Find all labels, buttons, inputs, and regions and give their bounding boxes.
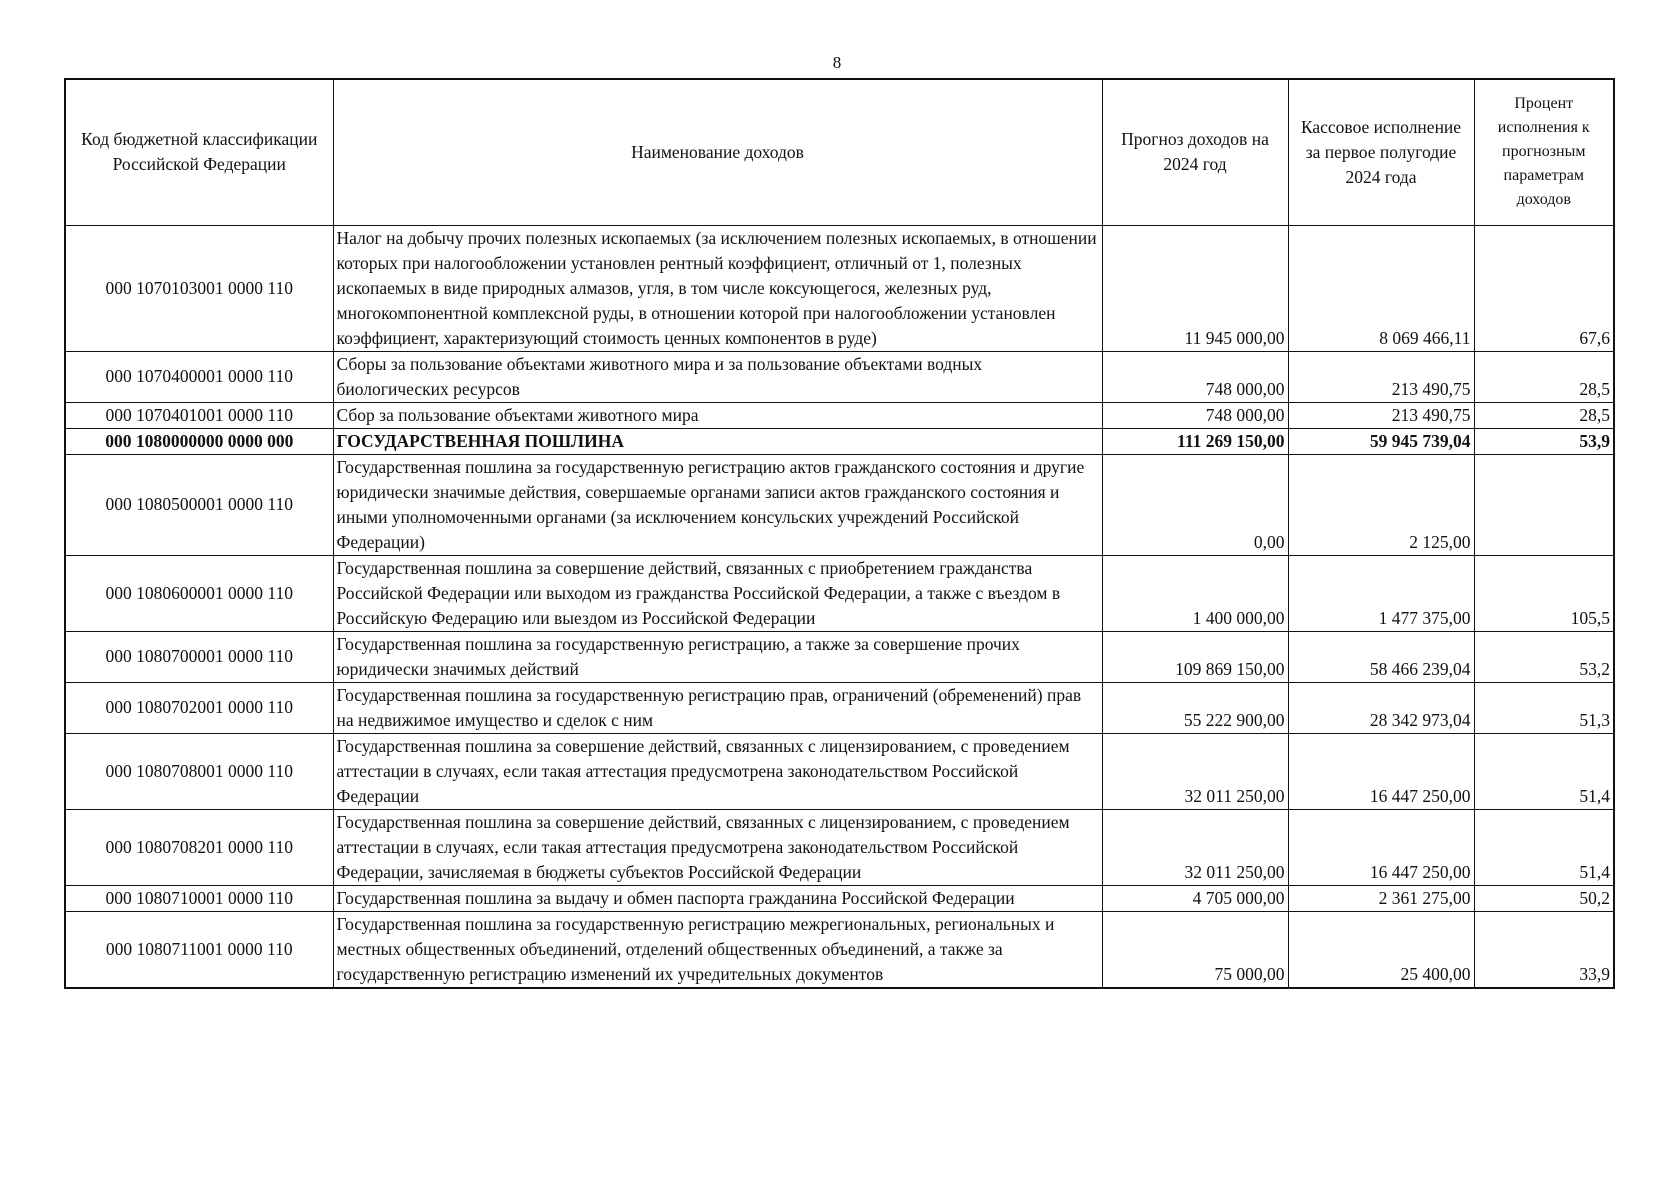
header-percent: Процент исполнения к прогнозным параметрам доходов <box>1474 79 1614 225</box>
cell-execution: 1 477 375,00 <box>1288 555 1474 631</box>
cell-percent: 33,9 <box>1474 911 1614 988</box>
cell-forecast: 748 000,00 <box>1102 402 1288 428</box>
cell-percent: 51,4 <box>1474 809 1614 885</box>
cell-code: 000 1080000000 0000 000 <box>65 428 333 454</box>
cell-name: Государственная пошлина за совершение действий, связанных с лицензированием, с проведением аттестации в случаях, если такая аттестация предусмотрена законодательством Российской Федерации, зачисляемая в бюджеты субъектов Российской Федерации <box>333 809 1102 885</box>
table-header-row <box>65 79 1614 225</box>
cell-execution: 28 342 973,04 <box>1288 682 1474 733</box>
table-row <box>65 911 1614 988</box>
cell-code: 000 1080600001 0000 110 <box>65 555 333 631</box>
cell-percent: 53,9 <box>1474 428 1614 454</box>
cell-percent: 28,5 <box>1474 402 1614 428</box>
table-row <box>65 555 1614 631</box>
page-number: 8 <box>832 53 842 72</box>
table-row <box>65 225 1614 351</box>
cell-forecast: 32 011 250,00 <box>1102 809 1288 885</box>
table-row <box>65 402 1614 428</box>
cell-percent <box>1474 454 1614 555</box>
cell-name: Налог на добычу прочих полезных ископаемых (за исключением полезных ископаемых, в отношении которых при налогообложении установлен рентный коэффициент, отличный от 1, полезных ископаемых в виде природных алмазов, угля, в том числе коксующегося, железных руд, многокомпонентной комплексной руды, в отношении которой при налогообложении установлен коэффициент, характеризующий стоимость ценных компонентов в руде) <box>333 225 1102 351</box>
header-forecast: Прогноз доходов на 2024 год <box>1102 79 1288 225</box>
cell-code: 000 1080702001 0000 110 <box>65 682 333 733</box>
cell-forecast: 1 400 000,00 <box>1102 555 1288 631</box>
header-code: Код бюджетной классификации Российской Федерации <box>65 79 333 225</box>
cell-forecast: 4 705 000,00 <box>1102 885 1288 911</box>
cell-forecast: 0,00 <box>1102 454 1288 555</box>
cell-name: Государственная пошлина за государственную регистрацию прав, ограничений (обременений) прав на недвижимое имущество и сделок с ним <box>333 682 1102 733</box>
cell-percent: 105,5 <box>1474 555 1614 631</box>
cell-name: Государственная пошлина за совершение действий, связанных с приобретением гражданства Российской Федерации или выходом из гражданства Российской Федерации, а также с въездом в Российскую Федерацию или выездом из Российской Федерации <box>333 555 1102 631</box>
cell-name: Государственная пошлина за государственную регистрацию межрегиональных, региональных и местных общественных объединений, отделений общественных объединений, а также за государственную регистрацию изменений их учредительных документов <box>333 911 1102 988</box>
header-name: Наименование доходов <box>333 79 1102 225</box>
cell-percent: 67,6 <box>1474 225 1614 351</box>
cell-forecast: 11 945 000,00 <box>1102 225 1288 351</box>
cell-name: Сбор за пользование объектами животного мира <box>333 402 1102 428</box>
table-row <box>65 631 1614 682</box>
revenue-table <box>64 78 1615 989</box>
cell-code: 000 1080708201 0000 110 <box>65 809 333 885</box>
cell-execution: 16 447 250,00 <box>1288 809 1474 885</box>
table-row <box>65 682 1614 733</box>
cell-name: ГОСУДАРСТВЕННАЯ ПОШЛИНА <box>333 428 1102 454</box>
cell-percent: 50,2 <box>1474 885 1614 911</box>
cell-code: 000 1080700001 0000 110 <box>65 631 333 682</box>
cell-forecast: 55 222 900,00 <box>1102 682 1288 733</box>
cell-code: 000 1080500001 0000 110 <box>65 454 333 555</box>
table-row <box>65 885 1614 911</box>
cell-execution: 2 361 275,00 <box>1288 885 1474 911</box>
cell-forecast: 748 000,00 <box>1102 351 1288 402</box>
cell-execution: 25 400,00 <box>1288 911 1474 988</box>
table-row <box>65 809 1614 885</box>
cell-execution: 213 490,75 <box>1288 351 1474 402</box>
cell-name: Сборы за пользование объектами животного мира и за пользование объектами водных биологических ресурсов <box>333 351 1102 402</box>
table-row <box>65 733 1614 809</box>
cell-code: 000 1080708001 0000 110 <box>65 733 333 809</box>
cell-execution: 213 490,75 <box>1288 402 1474 428</box>
cell-code: 000 1070400001 0000 110 <box>65 351 333 402</box>
cell-percent: 53,2 <box>1474 631 1614 682</box>
cell-code: 000 1080710001 0000 110 <box>65 885 333 911</box>
cell-execution: 58 466 239,04 <box>1288 631 1474 682</box>
header-execution: Кассовое исполнение за первое полугодие 2024 года <box>1288 79 1474 225</box>
cell-execution: 59 945 739,04 <box>1288 428 1474 454</box>
cell-code: 000 1080711001 0000 110 <box>65 911 333 988</box>
cell-code: 000 1070103001 0000 110 <box>65 225 333 351</box>
cell-name: Государственная пошлина за совершение действий, связанных с лицензированием, с проведением аттестации в случаях, если такая аттестация предусмотрена законодательством Российской Федерации <box>333 733 1102 809</box>
cell-percent: 51,3 <box>1474 682 1614 733</box>
cell-execution: 2 125,00 <box>1288 454 1474 555</box>
cell-percent: 51,4 <box>1474 733 1614 809</box>
cell-execution: 8 069 466,11 <box>1288 225 1474 351</box>
cell-percent: 28,5 <box>1474 351 1614 402</box>
cell-forecast: 111 269 150,00 <box>1102 428 1288 454</box>
cell-name: Государственная пошлина за выдачу и обмен паспорта гражданина Российской Федерации <box>333 885 1102 911</box>
cell-name: Государственная пошлина за государственную регистрацию, а также за совершение прочих юридически значимых действий <box>333 631 1102 682</box>
cell-forecast: 75 000,00 <box>1102 911 1288 988</box>
cell-forecast: 32 011 250,00 <box>1102 733 1288 809</box>
table-row <box>65 454 1614 555</box>
cell-forecast: 109 869 150,00 <box>1102 631 1288 682</box>
cell-execution: 16 447 250,00 <box>1288 733 1474 809</box>
cell-code: 000 1070401001 0000 110 <box>65 402 333 428</box>
table-row <box>65 351 1614 402</box>
table-row-total <box>65 428 1614 454</box>
cell-name: Государственная пошлина за государственную регистрацию актов гражданского состояния и другие юридически значимые действия, совершаемые органами записи актов гражданского состояния и иными уполномоченными органами (за исключением консульских учреждений Российской Федерации) <box>333 454 1102 555</box>
